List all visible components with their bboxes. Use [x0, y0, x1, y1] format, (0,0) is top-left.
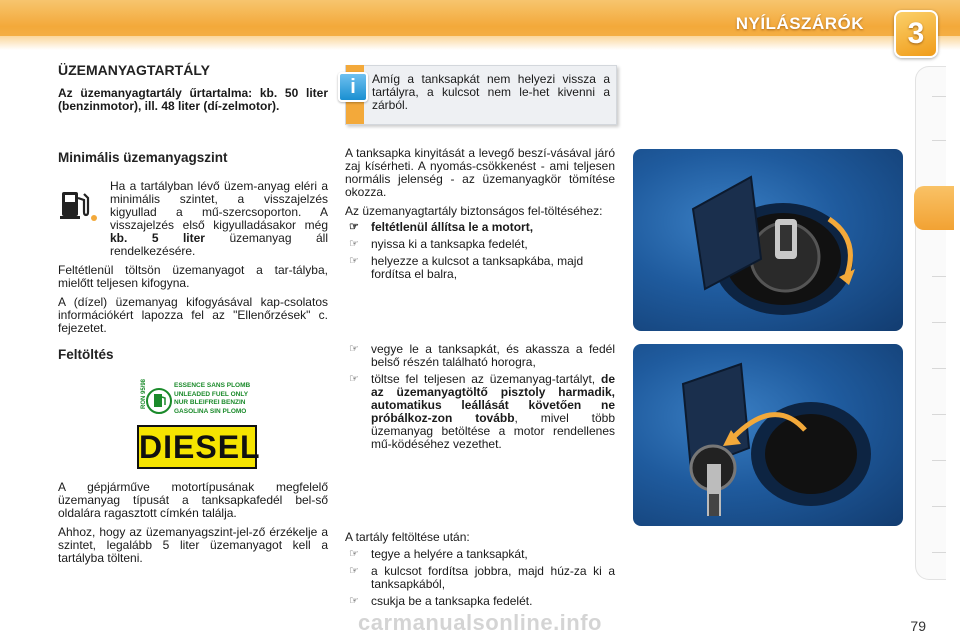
tab-divider — [932, 414, 946, 415]
step-item: ☞ tegye a helyére a tanksapkát, — [345, 548, 615, 561]
min-level-p3: A (dízel) üzemanyag kifogyásával kap-csolatos információkért lapozza fel az "Ellenőrzések" c. fejezetet. — [58, 295, 328, 335]
refuel-p1: A gépjárműve motortípusának megfelelő üzemanyag típusát a tanksapkafedél bel-ső oldalára ragasztott címkén találja. — [58, 480, 328, 520]
min-level-p2: Feltétlenül töltsön üzemanyagot a tar-tályba, mielőtt teljesen kifogyna. — [58, 263, 328, 290]
capacity-text: Az üzemanyagtartály űrtartalma: kb. 50 liter (benzinmotor), ill. 48 liter (dí-zelmotor). — [58, 86, 328, 113]
tab-divider — [932, 460, 946, 461]
procedure-p1: A tanksapka kinyitását a levegő beszí-vásával járó zaj kísérheti. A nyomás-csökkenést - ami teljesen normális jelenség - az üzemanyagkör tömítése okozza. — [345, 146, 615, 199]
step-item: ☞ nyissa ki a tanksapka fedelét, — [345, 238, 615, 251]
min-level-p1: Ha a tartályban lévő üzem-anyag eléri a minimális szintet, a visszajelzés kigyullad a mű-szercsoporton. A visszajelzés első kigyulladásakor még — [110, 179, 328, 232]
header-strip — [0, 36, 960, 50]
step-item: ☞ feltétlenül állítsa le a motort, — [345, 221, 615, 234]
watermark: carmanualsonline.info — [358, 610, 602, 635]
steps-list-1 — [345, 221, 615, 281]
photo-fuel-flap-open — [633, 149, 903, 331]
tab-divider — [932, 96, 946, 97]
fuel-flap-illustration — [633, 149, 903, 331]
step-item-fill — [345, 373, 615, 451]
chapter-badge: 3 — [894, 10, 938, 58]
steps-list-3 — [345, 548, 615, 608]
chapter-tab-strip — [915, 66, 946, 580]
photo-fuel-cap-hook — [633, 344, 903, 526]
tab-divider — [932, 368, 946, 369]
page-number: 79 — [910, 618, 926, 634]
refuel-text — [58, 481, 328, 571]
fuel-cap-illustration — [633, 344, 903, 526]
label-line: GASOLINA SIN PLOMO — [174, 407, 247, 415]
min-level-p1-end: üzemanyag áll rendelkezésére. — [110, 231, 328, 258]
tab-divider — [932, 276, 946, 277]
step-fill-b: de az üzemanyagtöltő pisztoly harmadik, automatikus leállását követően ne próbálkoz-zon tovább — [371, 372, 615, 425]
page-title: ÜZEMANYAGTARTÁLY — [58, 62, 210, 78]
steps-list-2 — [345, 343, 615, 451]
info-icon: i — [338, 72, 368, 102]
diesel-label: DIESEL — [137, 425, 257, 469]
label-line: NUR BLEIFREI BENZIN — [174, 399, 246, 406]
unleaded-pump-icon — [146, 385, 172, 417]
procedure-p2: Az üzemanyagtartály biztonságos fel-töltéséhez: — [345, 204, 603, 218]
procedure-text-2 — [345, 343, 615, 455]
info-text: Amíg a tanksapkát nem helyezi vissza a tartályra, a kulcsot nem le-het kivenni a zárból. — [372, 72, 610, 112]
refuel-heading: Feltöltés — [58, 347, 114, 362]
after-text — [345, 531, 615, 612]
step-item: ☞ vegye le a tanksapkát, és akassza a fedél belső részén található horogra, — [345, 343, 615, 369]
unleaded-lines — [174, 382, 250, 416]
step-item: ☞ helyezze a kulcsot a tanksapkába, majd fordítsa el balra, — [345, 255, 615, 281]
label-line: ESSENCE SANS PLOMB — [174, 382, 251, 389]
unleaded-label — [136, 380, 260, 422]
refuel-p2: Ahhoz, hogy az üzemanyagszint-jel-ző érzékelje a szintet, legalább 5 liter üzemanyagot kell a tartályba tölteni. — [58, 525, 328, 565]
ron-label: RON 95/98 — [141, 378, 147, 409]
step-item: ☞ csukja be a tanksapka fedelét. — [345, 595, 615, 608]
step-fill-c: , mivel több üzemanyag betöltése a motor rendellenes mű-ködéséhez vezethet. — [371, 411, 615, 451]
procedure-text — [345, 147, 615, 285]
tab-divider — [932, 552, 946, 553]
tab-divider — [932, 322, 946, 323]
tab-divider — [932, 506, 946, 507]
min-level-text — [58, 180, 328, 341]
chapter-tab-active[interactable] — [914, 186, 954, 230]
label-line: UNLEADED FUEL ONLY — [174, 390, 249, 398]
section-title: NYÍLÁSZÁRÓK — [735, 14, 864, 33]
min-level-reserve: kb. 5 liter — [110, 231, 205, 245]
tab-divider — [932, 140, 946, 141]
after-heading: A tartály feltöltése után: — [345, 530, 470, 544]
step-fill-a: töltse fel teljesen az üzemanyag-tartályt, — [371, 372, 596, 386]
min-level-heading: Minimális üzemanyagszint — [58, 150, 228, 165]
step-item: ☞ a kulcsot fordítsa jobbra, majd húz-za ki a tanksapkából, — [345, 565, 615, 591]
